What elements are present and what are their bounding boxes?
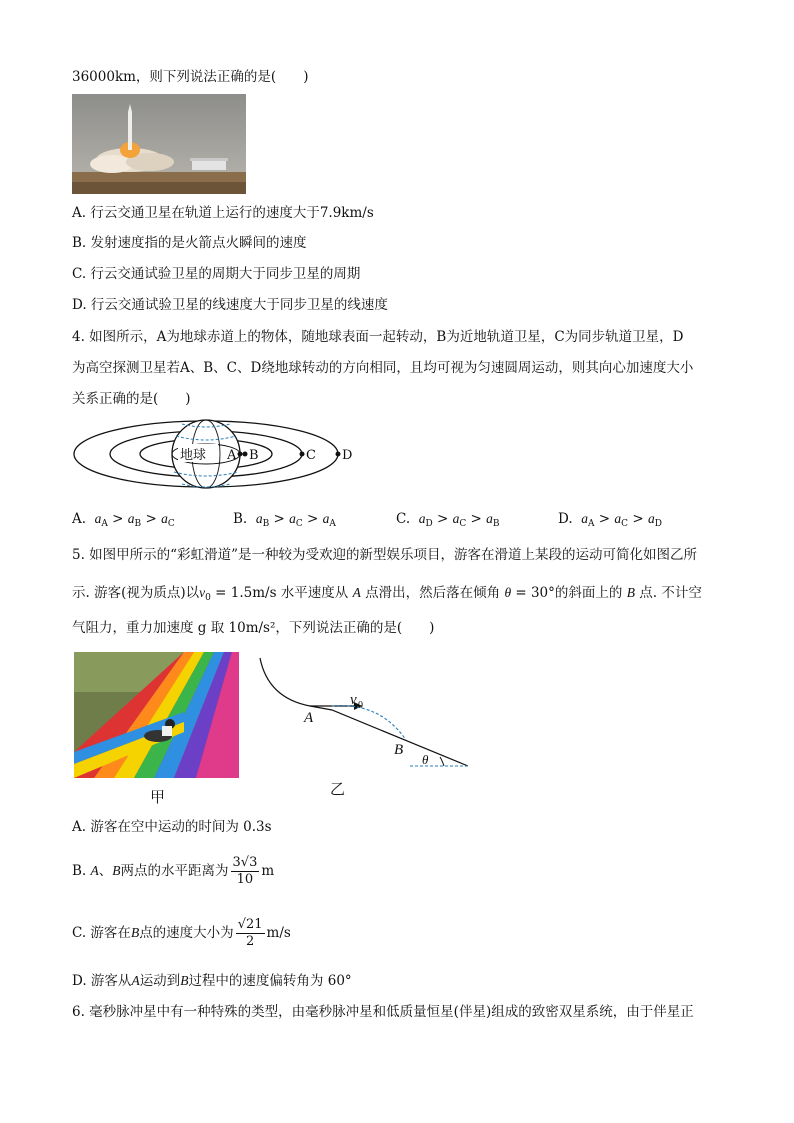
q3-option-a: A. 行云交通卫星在轨道上运行的速度大于7.9km/s xyxy=(72,205,374,221)
trajectory-diagram xyxy=(250,654,480,774)
q5-option-a: A. 游客在空中运动的时间为 0.3s xyxy=(72,819,272,835)
fig2-label-v0: v xyxy=(350,692,357,708)
label-b: B xyxy=(249,448,259,463)
rocket-launch-photo xyxy=(72,94,246,194)
earth-label: 地球 xyxy=(180,448,207,463)
label-d: D xyxy=(342,448,353,463)
fig2-label-v0-sub: 0 xyxy=(358,700,363,711)
q4-option-b: B. $a_B > a_C > a_A$ xyxy=(233,511,336,529)
q4-option-c: C. $a_D > a_C > a_B$ xyxy=(396,511,500,529)
figure-yi-label: 乙 xyxy=(330,780,346,798)
q5-stem-line1: 5. 如图甲所示的“彩虹滑道”是一种较为受欢迎的新型娱乐项目，游客在滑道上某段的运动可简化如图乙所 xyxy=(72,547,697,563)
q6-stem-line1: 6. 毫秒脉冲星中有一种特殊的类型，由毫秒脉冲星和低质量恒星(伴星)组成的致密双星系统，由于伴星正 xyxy=(72,1004,694,1020)
q3-stem-tail: 36000km，则下列说法正确的是( ) xyxy=(72,69,309,85)
rainbow-slide-photo xyxy=(74,652,239,778)
q4-stem-line3: 关系正确的是( ) xyxy=(72,391,191,407)
q4-stem-line1: 4. 如图所示，A为地球赤道上的物体，随地球表面一起转动，B为近地轨道卫星，C为同步轨道卫星，D xyxy=(72,329,684,345)
fig2-label-theta: θ xyxy=(422,752,429,767)
fig2-label-b: B xyxy=(394,742,404,758)
q5-option-d: D. 游客从A运动到B过程中的速度偏转角为 60° xyxy=(72,973,352,989)
q4-stem-line2: 为高空探测卫星若A、B、C、D绕地球转动的方向相同，且均可视为匀速圆周运动，则其向心加速度大小 xyxy=(72,360,694,376)
figure-jia-label: 甲 xyxy=(150,788,166,806)
orbit-diagram xyxy=(72,418,372,494)
label-c: C xyxy=(306,448,316,463)
q5-option-c-fraction: $\frac{√21}{2}$ xyxy=(237,917,263,949)
q3-option-c: C. 行云交通试验卫星的周期大于同步卫星的周期 xyxy=(72,266,361,282)
q3-option-d: D. 行云交通试验卫星的线速度大于同步卫星的线速度 xyxy=(72,297,388,313)
q5-option-b: B. A、B两点的水平距离为 $\frac{3√3}{10}$ m xyxy=(72,855,275,887)
q4-option-d: D. $a_A > a_C > a_D$ xyxy=(558,511,662,529)
q5-stem-line2: 示. 游客(视为质点)以$v_0 = 1.5m/s$ 水平速度从 A 点滑出，然后落在倾角 θ = 30°的斜面上的 B 点. 不计空 xyxy=(72,585,702,603)
q5-stem-line3: 气阻力，重力加速度 g 取 10m/s²，下列说法正确的是( ) xyxy=(72,620,435,636)
q5-option-c: C. 游客在B点的速度大小为 $\frac{√21}{2}$ m/s xyxy=(72,917,291,949)
q4-option-a: A. $a_A > a_B > a_C$ xyxy=(72,511,175,529)
q5-option-b-fraction: $\frac{3√3}{10}$ xyxy=(232,855,258,887)
q3-option-b: B. 发射速度指的是火箭点火瞬间的速度 xyxy=(72,235,307,251)
label-a: A xyxy=(227,448,237,463)
fig2-label-a: A xyxy=(304,710,314,726)
